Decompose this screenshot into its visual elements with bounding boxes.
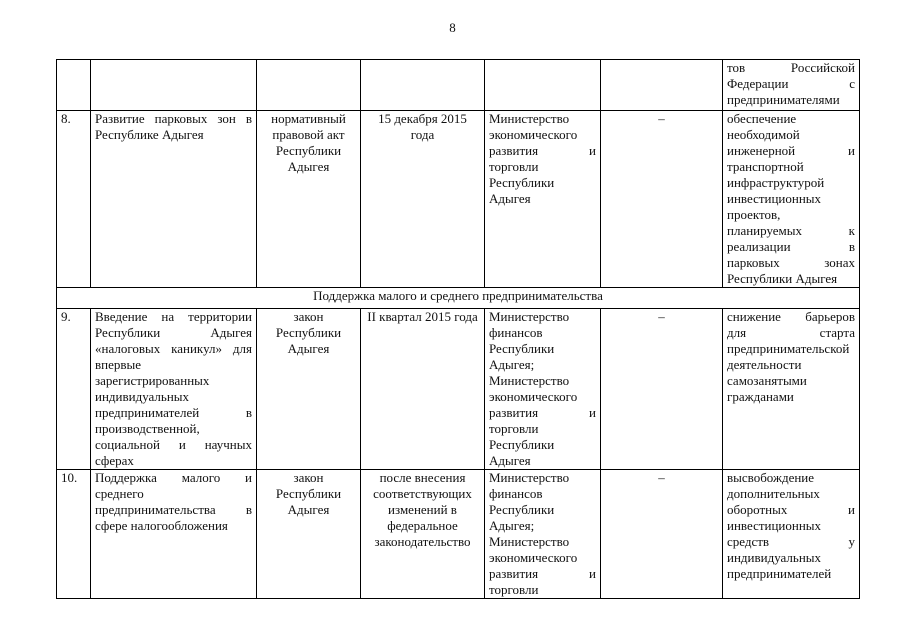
document-type: нормативный правовой акт Республики Адыгея xyxy=(257,111,361,288)
table-row xyxy=(57,470,860,599)
deadline: после внесения соответствующих изменений в федеральное законодательство xyxy=(361,470,485,599)
expected-result: обеспечение необходимой инженерной и транспортной инфраструктурой инвестиционных проектов, планируемых к реализации в парковых зонах Республики Адыгея xyxy=(723,111,860,288)
expected-result: высвобождение дополнительных оборотных и инвестиционных средств у индивидуальных предпринимателей xyxy=(723,470,860,599)
section-row xyxy=(57,288,860,309)
financing: – xyxy=(601,309,723,470)
document-type: закон Республики Адыгея xyxy=(257,309,361,470)
deadline xyxy=(361,60,485,111)
financing: – xyxy=(601,470,723,599)
row-number: 8. xyxy=(57,111,91,288)
expected-result: тов Российской Федерации с предпринимателями xyxy=(723,60,860,111)
row-number: 10. xyxy=(57,470,91,599)
deadline: II квартал 2015 года xyxy=(361,309,485,470)
table-row xyxy=(57,309,860,470)
measure-name: Введение на территории Республики Адыгея «налоговых каникул» для впервые зарегистрированных индивидуальных предпринимателей в производственной, социальной и научных сферах xyxy=(91,309,257,470)
measure-name xyxy=(91,60,257,111)
measure-name: Развитие парковых зон в Республике Адыгея xyxy=(91,111,257,288)
table-row xyxy=(57,60,860,111)
financing xyxy=(601,60,723,111)
deadline: 15 декабря 2015 года xyxy=(361,111,485,288)
document-type: закон Республики Адыгея xyxy=(257,470,361,599)
table-row xyxy=(57,111,860,288)
row-number xyxy=(57,60,91,111)
executor: Министерство финансов Республики Адыгея; Министерство экономического развития и торговли Республики Адыгея xyxy=(485,309,601,470)
page-number: 8 xyxy=(449,20,456,35)
document-type xyxy=(257,60,361,111)
financing: – xyxy=(601,111,723,288)
executor xyxy=(485,60,601,111)
section-title: Поддержка малого и среднего предпринимательства xyxy=(57,288,860,309)
row-number: 9. xyxy=(57,309,91,470)
executor: Министерство экономического развития и торговли Республики Адыгея xyxy=(485,111,601,288)
measures-table xyxy=(56,59,860,599)
measure-name: Поддержка малого и среднего предпринимательства в сфере налогообложения xyxy=(91,470,257,599)
expected-result: снижение барьеров для старта предпринимательской деятельности самозанятыми гражданами xyxy=(723,309,860,470)
executor: Министерство финансов Республики Адыгея; Министерство экономического развития и торговли xyxy=(485,470,601,599)
